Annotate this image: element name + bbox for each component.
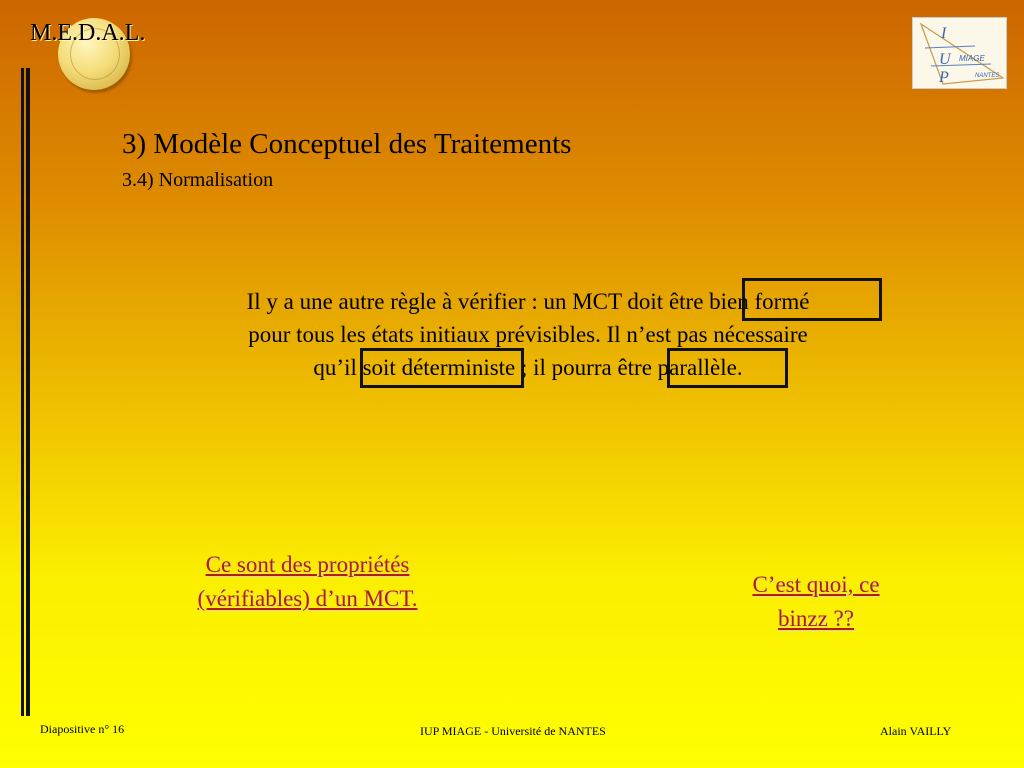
logo-letter-u: U (939, 51, 951, 68)
slide-subheading: 3.4) Normalisation (122, 169, 274, 191)
left-vertical-rule-inner (26, 68, 30, 716)
footer-institution: IUP MIAGE - Université de NANTES (420, 724, 606, 738)
link-proprietes-mct[interactable] (150, 548, 465, 616)
slide-heading: 3) Modèle Conceptuel des Traitements (122, 128, 572, 160)
link-cest-quoi[interactable] (716, 568, 916, 636)
footer-author: Alain VAILLY (880, 724, 952, 738)
highlight-box-deterministe (360, 348, 524, 388)
logo-letter-i: I (941, 25, 947, 42)
logo-word-nantes: NANTES (975, 73, 1000, 79)
left-vertical-rule (21, 68, 24, 716)
link-right-line-1[interactable]: C’est quoi, ce (752, 572, 880, 597)
logo-line-1 (925, 46, 975, 48)
footer-slide-number: Diapositive n° 16 (40, 722, 125, 736)
paragraph-line-1: Il y a une autre règle à vérifier : un MCT doit être bien formé (246, 289, 810, 314)
link-left-line-2[interactable]: (vérifiables) d’un MCT. (197, 586, 418, 611)
logo-word-miage: MIAGE (959, 54, 985, 63)
paragraph-line-3: qu’il soit déterministe ; il pourra être parallèle. (313, 355, 743, 380)
logo-graphic (913, 18, 1008, 90)
logo-letter-p: P (939, 69, 949, 86)
link-left-line-1[interactable]: Ce sont des propriétés (205, 552, 410, 577)
iup-miage-logo (912, 17, 1007, 89)
medal-title: M.E.D.A.L. (30, 20, 146, 46)
paragraph-line-2: pour tous les états initiaux prévisibles. Il n’est pas nécessaire (248, 322, 808, 347)
highlight-box-parallele (667, 348, 788, 388)
highlight-box-bien-forme (742, 278, 882, 321)
link-right-line-2[interactable]: binzz ?? (778, 606, 854, 631)
